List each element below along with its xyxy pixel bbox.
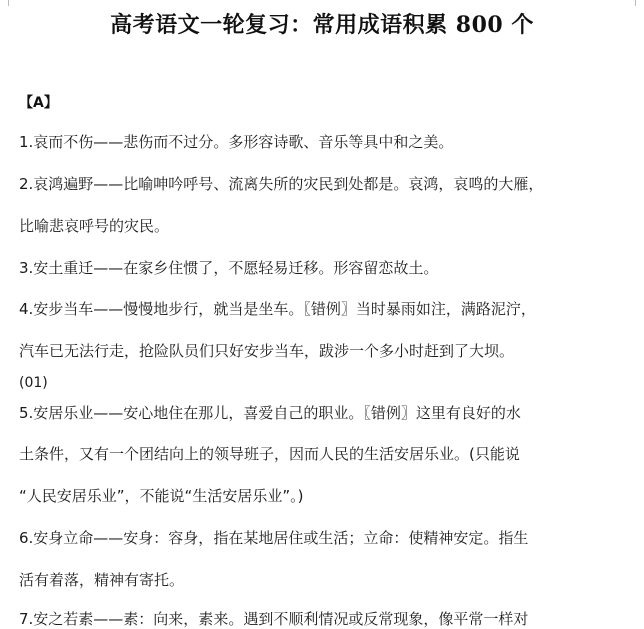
idiom-line: (01): [19, 375, 48, 391]
idiom-line: 3.安土重迁——在家乡住惯了，不愿轻易迁移。形容留恋故土。: [19, 259, 439, 277]
idiom-line: 土条件，又有一个团结向上的领导班子，因而人民的生活安居乐业。(只能说: [19, 445, 520, 463]
idiom-line: 活有着落，精神有寄托。: [19, 571, 185, 589]
page-corner-mark-left: [8, 0, 9, 6]
idiom-line: 2.哀鸿遍野——比喻呻吟呼号、流离失所的灾民到处都是。哀鸿，哀鸣的大雁，: [19, 175, 544, 193]
page-corner-mark-right: [635, 0, 636, 6]
section-label: 【A】: [19, 95, 58, 111]
idiom-line: 4.安步当车——慢慢地步行，就当是坐车。〖错例〗当时暴雨如注，满路泥泞，: [19, 300, 536, 318]
idiom-line: “人民安居乐业”，不能说“生活安居乐业”。): [19, 487, 304, 505]
document-title: 高考语文一轮复习：常用成语积累 800 个: [110, 12, 534, 38]
idiom-line: 5.安居乐业——安心地住在那儿，喜爱自己的职业。〖错例〗这里有良好的水: [19, 404, 521, 422]
idiom-line: 1.哀而不伤——悲伤而不过分。多形容诗歌、音乐等具中和之美。: [19, 133, 454, 151]
idiom-line: 6.安身立命——安身：容身，指在某地居住或生活；立命：使精神安定。指生: [19, 529, 529, 547]
idiom-line: 7.安之若素——素：向来，素来。遇到不顺利情况或反常现象，像平常一样对: [19, 610, 529, 628]
idiom-line: 汽车已无法行走，抢险队员们只好安步当车，跋涉一个多小时赶到了大坝。: [19, 342, 515, 360]
idiom-line: 比喻悲哀呼号的灾民。: [19, 217, 170, 235]
